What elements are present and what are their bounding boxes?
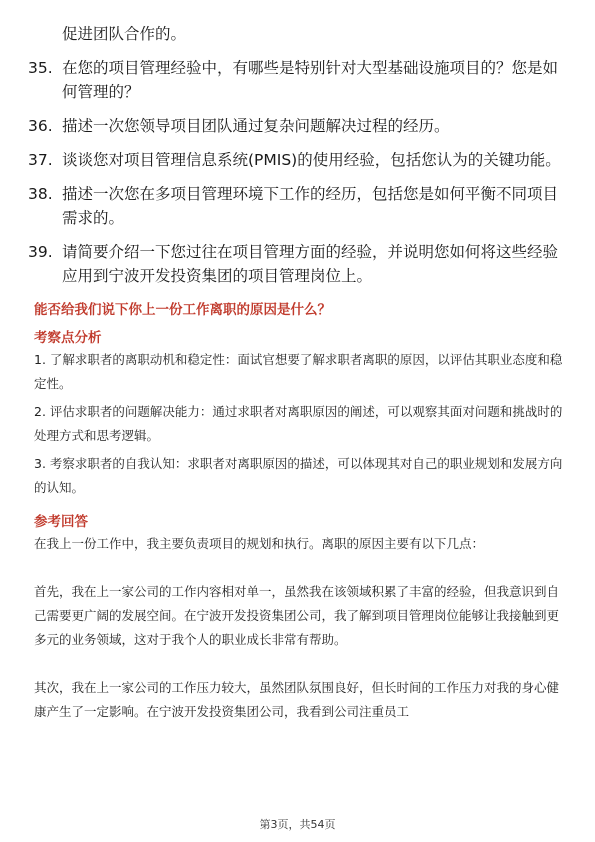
analysis-heading: 考察点分析 xyxy=(34,330,102,346)
question-item xyxy=(28,240,568,288)
question-item xyxy=(28,56,568,104)
answer-paragraph: 其次，我在上一家公司的工作压力较大，虽然团队氛围良好，但长时间的工作压力对我的身心健康产生了一定影响。在宁波开发投资集团公司，我看到公司注重员工 xyxy=(34,680,560,719)
question-text: 请简要介绍一下您过往在项目管理方面的经验，并说明您如何将这些经验应用到宁波开发投资集团的项目管理岗位上。 xyxy=(62,243,559,285)
question-item xyxy=(28,182,568,230)
interview-section xyxy=(34,300,564,724)
question-continuation: 促进团队合作的。 xyxy=(62,25,187,43)
question-number: 36. xyxy=(28,117,53,135)
answer-heading: 参考回答 xyxy=(34,514,88,530)
answer-intro: 在我上一份工作中，我主要负责项目的规划和执行。离职的原因主要有以下几点： xyxy=(34,536,485,551)
question-item xyxy=(28,148,568,172)
answer-paragraph: 首先，我在上一家公司的工作内容相对单一，虽然我在该领域积累了丰富的经验，但我意识到自己需要更广阔的发展空间。在宁波开发投资集团公司，我了解到项目管理岗位能够让我接触到更多元的业务领域，这对于我个人的职业成长非常有帮助。 xyxy=(34,584,560,647)
analysis-point: 1. 了解求职者的离职动机和稳定性：面试官想要了解求职者离职的原因，以评估其职业态度和稳定性。 xyxy=(34,352,563,391)
question-list xyxy=(28,0,568,298)
question-number: 35. xyxy=(28,59,53,77)
page-footer: 第3页，共54页 xyxy=(259,818,336,831)
question-text: 描述一次您在多项目管理环境下工作的经历，包括您是如何平衡不同项目需求的。 xyxy=(62,185,559,227)
question-text: 谈谈您对项目管理信息系统(PMIS)的使用经验，包括您认为的关键功能。 xyxy=(62,151,561,169)
question-text: 描述一次您领导项目团队通过复杂问题解决过程的经历。 xyxy=(62,117,450,135)
section-question-heading: 能否给我们说下你上一份工作离职的原因是什么？ xyxy=(34,302,331,318)
question-number: 39. xyxy=(28,243,53,261)
question-item xyxy=(28,114,568,138)
analysis-point: 2. 评估求职者的问题解决能力：通过求职者对离职原因的阐述，可以观察其面对问题和挑战时的处理方式和思考逻辑。 xyxy=(34,404,563,443)
question-number: 38. xyxy=(28,185,53,203)
question-number: 37. xyxy=(28,151,53,169)
analysis-point: 3. 考察求职者的自我认知：求职者对离职原因的描述，可以体现其对自己的职业规划和发展方向的认知。 xyxy=(34,456,563,495)
question-text: 在您的项目管理经验中，有哪些是特别针对大型基础设施项目的？您是如何管理的？ xyxy=(62,59,559,101)
